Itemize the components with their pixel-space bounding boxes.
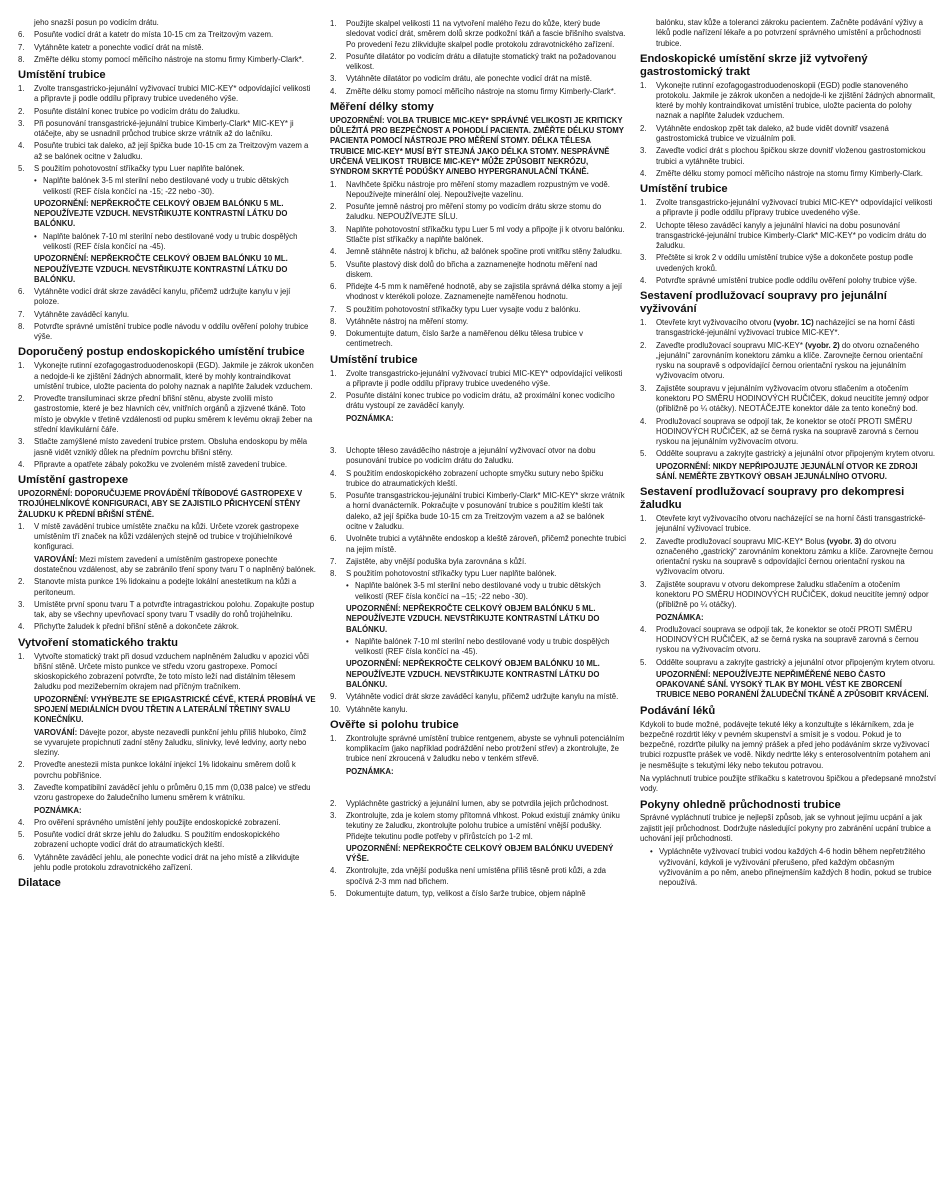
list-item [330,705,626,715]
item-number: 7. [329,304,337,314]
item-number: 3. [18,599,25,609]
list-item [640,417,936,448]
section-heading: Vytvoření stomatického traktu [18,636,178,649]
list-item [330,811,626,842]
item-text: Proveďte transiluminaci skrze přední břišní stěnu, abyste zvolili místo gastrostomie, které je bez hlavních cév, vnitřních orgánů a zjizvené tkáně. Toto místo je obvykle v třetině vzdálenosti od pupku směrem k levému okraji žeber na střední klavikulární čáře. [34,394,313,435]
list-item [18,577,316,598]
item-text: S použitím pohotovostní stříkačky typu Luer naplňte balónek. [345,569,557,579]
item-number: 5. [329,259,337,269]
warning-label: VAROVÁNÍ: [34,554,78,564]
item-text: Umístěte první sponu tvaru T a potvrďte intragastrickou polohu. Zopakujte postup tak, aby se všechny upevňovací spony tvaru T vsadily do rohů trojúhelniku. [34,599,315,620]
item-text: Přichyťte žaludek k přední břišní stěně a dokončete zákrok. [34,622,239,632]
list-item [18,30,316,40]
item-number: 2. [18,106,25,116]
bullet-text: Naplňte balónek 7-10 ml sterilní nebo destilované vody u trubic dospělých velikostí (REF čísla končící na -45). [43,231,298,251]
list-item [330,469,626,490]
item-text: Vykonejte rutinní ezofagogastroduodenoskopii (EGD) podle stanoveného protokolu. Jakmile je zákrok ukončen a nedojde-li ke zjištění žádných abnormalit, které by mohly kontraindikovat umístění trubice, uložte pacienta do polohy naznak a naplňte žaludek vzduchem. [655,80,936,121]
item-number: 1. [329,733,337,743]
text-run: Otevřete kryt vyživovacího otvoru [655,318,774,327]
list-item [640,253,936,274]
item-number: 3. [18,118,25,128]
item-text: Dokumentujte datum, typ, velikost a číslo šarže trubice, objem náplně [345,889,586,899]
item-text: Připravte a opatřete zábaly pokožku ve zvoleném místě zavedení trubice. [34,459,288,469]
list-item [640,146,936,167]
item-number: 4. [18,141,25,151]
bullet-icon: • [649,847,653,857]
list-item [330,734,626,765]
list-item [330,866,626,887]
warning-label: VAROVÁNÍ: [34,727,78,737]
bullet-text: Naplňte balónek 7-10 ml sterilní nebo destilované vody u trubic dospělých velikostí (REF čísla končící na -45). [354,636,610,657]
list-item [18,119,316,140]
item-text: Zajistěte, aby vnější poduška byla zarovnána s kůží. [345,556,527,566]
list-item [18,394,316,435]
item-text: Přidejte 4-5 mm k naměřené hodnotě, aby se zajistila správná délka stomy a její vhodnost v kterékoli poloze. Zaznamenejte naměřenou hodnotu. [345,282,623,302]
list-item [330,282,626,303]
item-number: 5. [329,491,337,501]
list-item [18,600,316,621]
text-run: Zaveďte prodlužovací soupravu MIC-KEY* Bolus [655,536,827,546]
item-number: 2. [329,202,337,212]
item-text: Jemně stáhněte nástroj k břichu, až balónek spočine proti vnitřku stěny žaludku. [345,247,623,257]
list-item [18,287,316,308]
text-run: do otvoru označeného „gastrický“ zarovnáním konektoru zámku a klíče. Zarovnejte černou orientační rysku na soupravě s odpovídající černou orientační ryskou na vyživovacím otvoru. [655,536,933,577]
list-item [18,853,316,874]
item-number: 3. [18,782,25,792]
list-item [640,537,936,578]
list-item [18,84,316,105]
item-text: Vytáhněte dilatátor po vodicím drátu, ale ponechte vodicí drát na místě. [345,74,592,84]
item-text: Vykonejte rutinní ezofagogastroduodenoskopii (EGD). Jakmile je zákrok ukončen a nedojde-li ke zjištění žádných abnormalit, které by mohly kontraindikovat umístění trubice, uložte pacienta do polohy naznak a naplňte žaludek vzduchem. [34,361,314,391]
text-run: do otvoru označeného „jejunální“ zarovnáním konektoru zámku a klíče. Zarovnejte černou orientační rysku na soupravě s odpovídající černou orientační ryskou na jejunálním vyživovacím otvoru. [655,340,923,381]
note-label: POZNÁMKA: [34,805,82,815]
list-item [640,341,936,382]
list-item [330,534,626,555]
item-number: 6. [18,30,25,40]
item-text: Zvolte transgastricko-jejunální vyživovací trubici MIC-KEY* odpovídající velikosti a připravte ji podle oddílu přípravy trubice uvedeného výše. [34,84,311,104]
list-item [330,225,626,246]
item-number: 6. [329,282,337,292]
section-heading: Ověřte si polohu trubice [329,718,459,731]
list-item [18,43,316,53]
list-item [330,247,626,257]
item-text: Oddělte soupravu a zakryjte gastrický a jejunální otvor připojeným krytem otvoru. [655,657,936,667]
list-item [330,260,626,281]
note-label: POZNÁMKA: [345,413,394,423]
item-number: 7. [18,42,25,52]
item-text: Posuňte trubici tak daleko, až její špička bude 10-15 cm za Treitzovým vazem a až se balónek ocitne v žaludku. [34,141,309,161]
item-number: 1. [18,361,25,371]
item-number: 5. [18,163,25,173]
item-number: 4. [639,416,647,426]
section-heading: Endoskopické umístění skrze již vytvořený gastrostomický trakt [639,52,868,78]
item-number: 1. [639,80,647,90]
item-number: 4. [329,468,337,478]
paragraph: Na vypláchnutí trubice použijte stříkačku s katetrovou špičkou a předepsané množství vody. [639,774,936,794]
column-3 [640,18,936,1194]
paragraph: balónku, stav kůže a toleranci zákroku pacientem. Začněte podávání výživy a léků podle nařízení lékaře a po potvrzení správného umístění a průchodnosti trubice. [655,18,923,48]
item-text: Použijte skalpel velikosti 11 na vytvoření malého řezu do kůže, který bude sledovat vodicí drát, směrem dolů skrze podkožní tkáň a fascie břišního svalstva. Po provedení řezu zlikvidujte skalpel podle protokolu zdravotnického zařízení. [345,19,626,49]
item-text: Posuňte distální konec trubice po vodicím drátu, až proximální konec vodicího drátu vystoupí ze zaváděcí kanyly. [345,391,615,411]
bullet-item [346,581,626,602]
item-text: Uchopte těleso zaváděcí kanyly a jejunální hlavici na dobu posunování transgastrické-jejunální trubice Kimberly-Clark* MIC-KEY* po vodicím drátu do žaludku. [655,220,927,251]
item-text: Vytáhněte kanylu. [345,704,408,714]
figure-ref: (vyobr. 1C) [773,318,814,327]
section-heading: Pokyny ohledně průchodnosti trubice [639,798,841,811]
list-item [640,514,936,535]
list-item [330,557,626,567]
item-text: Vytáhněte nástroj na měření stomy. [345,316,469,326]
item-number: 2. [639,340,647,350]
list-item [330,180,626,201]
item-text: Vytáhněte vodicí drát skrze zaváděcí kanylu, přičemž udržujte kanylu na místě. [345,692,619,702]
item-number: 1. [639,318,647,327]
item-number: 2. [639,536,647,546]
list-item [330,305,626,315]
note-label: POZNÁMKA: [655,612,704,622]
item-number: 3. [639,383,647,393]
item-number: 2. [639,123,647,133]
list-item [640,625,936,656]
bullet-text: Naplňte balónek 3-5 ml sterilní nebo destilované vody u trubic dětských velikostí (REF čísla končící na –15; -22 nebo -30). [354,581,601,601]
item-number: 4. [329,86,337,96]
list-item [330,446,626,467]
item-text: Vytáhněte zaváděcí jehlu, ale ponechte vodicí drát na jeho místě a zlikvidujte jehlu podle protokolu zdravotnického zařízení. [34,852,300,872]
item-text: Prodlužovací souprava se odpojí tak, že konektor se otočí PROTI SMĚRU HODINOVÝCH RUČIČEK, až se černá ryska na soupravě zarovná s černou ryskou na jejunálním vyživovacím otvoru. [655,416,919,447]
item-number: 2. [329,51,337,61]
item-number: 6. [18,287,25,297]
item-text: Stlačte zamýšlené místo zavedení trubice prstem. Obsluha endoskopu by měla jasně vidět vzniklý důlek na předním povrchu břišní stěny. [34,437,308,457]
item-number: 8. [329,316,337,326]
figure-ref: (vyobr. 2) [805,340,840,350]
item-number: 3. [639,579,647,589]
item-number: 5. [18,830,25,840]
list-item [640,318,936,339]
list-item [330,569,626,579]
item-number: 5. [639,657,647,667]
item-number: 2. [18,394,25,404]
list-item [330,19,626,50]
list-item [18,818,316,828]
list-item [330,87,626,97]
item-number: 1. [639,198,647,207]
list-item [18,460,316,470]
list-item [18,361,316,392]
item-text: Vytáhněte katetr a ponechte vodicí drát na místě. [34,42,204,52]
item-text: Dokumentujte datum, číslo šarže a naměřenou délku tělesa trubice v centimetrech. [345,329,584,349]
item-text: Vypláchněte gastrický a jejunální lumen, aby se potvrdila jejich průchodnost. [345,798,609,808]
item-number: 9. [329,329,337,339]
item-number: 2. [639,220,647,230]
text-run: nacházející se na horní části transgastrické-jejunální vyživovací trubice MIC-KEY*. [655,318,915,338]
item-text: Zaveďte kompatibilní zaváděcí jehlu o průměru 0,15 mm (0,038 palce) ve středu vzoru gastropexe do žaludečního lumenu směrem k vrátníku. [34,782,311,803]
list-item [330,391,626,412]
list-item [330,799,626,809]
warning-text: UPOZORNĚNÍ: NEPŘEKROČTE CELKOVÝ OBJEM BALÓNKU 10 ML. NEPOUŽÍVEJTE VZDUCH. NEVSTŘIKUJTE KONTRASTNÍ LÁTKU DO BALÓNKU. [34,254,288,284]
item-text: Zvolte transgastricko-jejunální vyživovací trubici MIC-KEY* odpovídající velikosti a připravte ji podle oddílu přípravy trubice uvedeného výše. [655,198,933,218]
item-number: 7. [329,556,337,566]
list-item [640,449,936,459]
item-text: Stanovte místa punkce 1% lidokainu a podejte lokální anestetikum na kůži a peritoneum. [34,577,297,597]
item-text: Posuňte vodicí drát a katetr do místa 10-15 cm za Treitzovým vazem. [34,30,274,40]
item-number: 9. [329,692,337,702]
item-number: 4. [639,275,647,285]
item-text: Navlhčete špičku nástroje pro měření stomy mazadlem rozpustným ve vodě. Nepoužívejte minerální olej. Nepoužívejte vazelínu. [345,179,610,199]
section-heading: Umístění trubice [639,183,728,196]
item-text: S použitím pohotovostní stříkačky typu Luer vysajte vodu z balónku. [345,304,581,314]
item-text: Vytvořte stomatický trakt při dosud vzduchem naplněném žaludku v apozici vůči břišní stěně. Určete místo punkce ve středu vzoru gastropexe. Pomocí skioskopického zobrazení potvrďte, že toto místo leží nad distálním tělesem žaludku pod mezižeberním okrajem nad příčným tračníkem. [34,651,309,692]
item-text: Posuňte jemně nástroj pro měření stomy po vodicím drátu skrze stomu do žaludku. NEPOUŽÍVEJTE SÍLU. [345,202,602,222]
paragraph: Kdykoli to bude možné, podávejte tekuté léky a konzultujte s lékárníkem, zda je bezpečné rozdrtit léky v pevném skupenství a smísit je s vodou. Pokud je to bezpečné, rozdrťte pilulky na jemný prášek a před jeho podáváním skrze vyživovací trubici rozpusťte prášek ve vodě. Nikdy nedrtte léky s enterosolventním potahem ani je nesměšujte s tekutými léky nebo tekutou potravou. [639,719,931,770]
item-number: 7. [18,309,25,319]
item-text: Zkontrolujte správné umístění trubice rentgenem, abyste se vyhnuli potenciálním komplikacím (jako například podráždění nebo protržení střev) a zkontrolujte, že trubice není zkroucená v žaludku nebo v tenkém střevě. [345,733,625,764]
item-number: 4. [639,168,647,178]
item-text: Vytáhněte endoskop zpět tak daleko, až bude vidět dovnitř vsazená gastrostomická trubice ve vizuálním poli. [655,123,889,143]
item-number: 3. [329,811,337,821]
figure-ref: (vyobr. 3) [826,536,862,546]
list-item [640,124,936,145]
section-heading: Umístění trubice [329,353,418,366]
item-text: Posuňte vodicí drát skrze jehlu do žaludku. S použitím endoskopického zobrazení uchopte vodicí drát do atraumatických kleští. [34,830,280,850]
item-number: 8. [18,321,25,331]
list-item [640,384,936,415]
item-number: 1. [329,368,337,378]
item-text: Potvrďte správné umístění trubice podle návodu v oddílu ověření polohy trubice výše. [34,321,309,342]
item-text: Naplňte pohotovostní stříkačku typu Luer 5 ml vody a připojte ji k otvoru balónku. Stlačte píst stříkačky a naplňte balónek. [345,224,625,244]
item-text: Vsuňte plastový disk dolů do břicha a zaznamenejte hodnotu měření nad diskem. [345,259,598,279]
item-text: Vytáhněte vodicí drát skrze zaváděcí kanylu, přičemž udržujte kanylu v její poloze. [34,287,291,307]
item-text: Pro ověření správného umístění jehly použijte endoskopické zobrazení. [34,817,281,827]
list-item [640,198,936,219]
section-heading: Umístění gastropexe [18,474,129,487]
list-item [18,164,316,174]
list-item [18,322,316,343]
bullet-icon: • [345,581,349,591]
bullet-icon: • [34,231,37,241]
item-number: 4. [18,817,25,827]
list-item [640,580,936,611]
item-text [656,318,936,339]
warning-text: UPOZORNĚNÍ: NEPŘEKROČTE CELKOVÝ OBJEM BALÓNKU UVEDENÝ VÝŠE. [345,843,614,864]
item-text [656,341,936,382]
warning-text: UPOZORNĚNÍ: NIKDY NEPŘIPOJUJTE JEJUNÁLNÍ OTVOR KE ZDROJI SÁNÍ. NEMĚŘTE ZBYTKOVÝ OBSAH JEJUNÁLNÍHO OTVORU. [655,461,918,481]
list-item [640,658,936,668]
list-item [330,329,626,350]
list-item [18,622,316,632]
item-number: 2. [329,798,337,808]
item-number: 4. [329,866,337,876]
item-number: 1. [329,179,337,189]
list-item [330,889,626,899]
warning-text: UPOZORNĚNÍ: NEPŘEKROČTE CELKOVÝ OBJEM BALÓNKU 10 ML. NEPOUŽÍVEJTE VZDUCH. NEVSTŘIKUJTE KONTRASTNÍ LÁTKU DO BALÓNKU. [345,659,600,689]
item-text: Vytáhněte zaváděcí kanylu. [34,309,130,319]
section-heading: Doporučený postup endoskopického umístění trubice [18,346,305,359]
list-item [330,202,626,223]
list-item [18,310,316,320]
item-text: S použitím endoskopického zobrazení uchopte smyčku sutury nebo špičku trubice do atraumatických kleští. [345,468,604,488]
list-item [640,81,936,122]
item-number: 2. [329,391,337,401]
item-number: 3. [639,146,647,156]
section-heading: Podávání léků [639,704,716,717]
list-item [18,652,316,693]
list-item [330,317,626,327]
item-text: Prodlužovací souprava se odpojí tak, že konektor se otočí PROTI SMĚRU HODINOVÝCH RUČIČEK, až se černá ryska na soupravě zarovná s černou ryskou na vyživovacím otvoru. [655,624,919,655]
list-item [18,437,316,458]
bullet-item [34,176,316,197]
item-number: 10. [329,704,341,714]
column-1 [18,18,316,1194]
item-text: Při posunování transgastrické-jejunální trubice Kimberly-Clark* MIC-KEY* ji otáčejte, aby se usnadnil průchod trubice skrze vrátník až do lačníku. [34,118,294,139]
item-number: 2. [18,760,25,770]
item-number: 4. [639,624,647,634]
item-number: 1. [18,651,25,661]
warning-text: UPOZORNĚNÍ: VOLBA TRUBICE MIC-KEY* SPRÁVNÉ VELIKOSTI JE KRITICKY DŮLEŽITÁ PRO BEZPEČNOST A POHODLÍ PACIENTA. ZMĚŘTE DÉLKU STOMY PACIENTA POMOCÍ NÁSTROJE PRO MĚŘENÍ STOMY. DÉLKA TĚLESA TRUBICE MIC-KEY* MUSÍ BÝT STEJNÁ JAKO DÉLKA STOMY. NESPRÁVNĚ URČENÁ VELIKOST TRUBICE MIC-KEY* MŮŽE ZPŮSOBIT NEKRÓZU, SYNDROM SKRYTÉ PODÚŠKY A/NEBO HYPERGRANULAČNÍ TKÁNĚ. [329,115,624,177]
note-label: POZNÁMKA: [345,766,394,776]
bullet-icon: • [34,176,37,186]
item-text: Posuňte dilatátor po vodicím drátu a dilatujte stomatický trakt na požadovanou velikost. [345,51,616,72]
section-heading: Sestavení prodlužovací soupravy pro dekompresi žaludku [639,486,905,512]
item-text: Změřte délku stomy pomocí měřicího nástroje na stomu firmy Kimberly-Clark*. [345,86,616,96]
item-text: Zajistěte soupravu v jejunálním vyživovacím otvoru stlačením a otočením konektoru PO SMĚRU HODINOVÝCH RUČIČEK, dokud neucitíte jemný odpor (přibližně po ¼ otáčky). NEOTÁČEJTE konektor dále za tento konečný bod. [655,383,929,414]
item-number: 6. [18,852,25,862]
warning-text: Dávejte pozor, abyste nezavedli punkční jehlu příliš hluboko, čímž se vyvarujete propichnutí zadní stěny žaludku, slinivky, levé ledviny, aorty nebo sleziny. [34,727,307,758]
list-item [640,169,936,179]
warning-paragraph [18,555,316,576]
section-heading: Dilatace [18,877,61,890]
list-item [18,107,316,117]
item-text: Zkontrolujte, zda je kolem stomy přítomná vlhkost. Pokud existují známky úniku tekutiny ze žaludku, zkontrolujte polohu trubice a umístění vnější podušky. Přidejte tekutinu podle potřeby v přírůstcích po 1-2 ml. [345,811,620,841]
item-text: Zvolte transgastricko-jejunální vyživovací trubici MIC-KEY* odpovídající velikosti a připravte ji podle oddílu přípravy trubice uvedeného výše. [345,368,623,388]
bullet-icon: • [345,636,349,646]
section-heading: Sestavení prodlužovací soupravy pro jejunální vyživování [639,290,887,316]
sub-block [18,176,316,285]
item-number: 3. [639,253,647,263]
bullet-item [34,232,316,253]
list-item [640,276,936,286]
item-text: Posuňte transgastrickou-jejunální trubici Kimberly-Clark* MIC-KEY* skrze vrátník a horní dvanácterník. Pokračujte v posunování trubice s použitím kleští tak daleko, až její špička bude 10-15 cm za Treitzovým vazem a až se balónek ocitne v žaludku. [345,491,625,531]
text-run: Zaveďte prodlužovací soupravu MIC-KEY* [655,340,806,350]
item-number: 8. [329,569,337,579]
list-item [330,74,626,84]
list-item [18,522,316,553]
list-item [330,369,626,390]
bullet-item [640,847,936,888]
item-text: Proveďte anestezii místa punkce lokální injekcí 1% lidokainu směrem dolů k povrchu pobřišnice. [34,760,296,780]
item-number: 1. [639,513,647,523]
section-heading: Umístění trubice [18,69,106,82]
item-number: 8. [18,54,25,64]
item-number: 1. [18,84,25,93]
item-number: 4. [18,622,25,632]
item-text: Potvrďte správné umístění trubice podle oddílu ověření polohy trubice výše. [655,275,917,285]
list-item [330,692,626,702]
bullet-text: Naplňte balónek 3-5 ml sterilní nebo destilované vody u trubic dětských velikostí (REF čísla končící na -15; -22 nebo -30). [43,176,289,196]
list [18,30,316,65]
item-number: 5. [329,889,337,899]
item-text: Zajistěte soupravu v otvoru dekomprese žaludku stlačením a otočením konektoru PO SMĚRU HODINOVÝCH RUČIČEK, dokud neucitíte jemný odpor (přibližně po ¼ otáčky). [655,579,929,610]
bullet-item [346,637,626,658]
item-number: 2. [18,577,25,587]
paragraph: jeho snazší posun po vodicím drátu. [34,18,159,27]
warning-text: UPOZORNĚNÍ: NEPOUŽÍVEJTE NEPŘIMĚŘENÉ NEBO ČASTO OPAKOVANÉ SÁNÍ. VYSOKÝ TLAK BY MOHL VÉST KE ZBORCENÍ TRUBICE NEBO PORANĚNÍ ŽALUDEČNÍ TKÁNĚ A ZPŮSOBIT KRVÁCENÍ. [655,669,929,700]
item-text: Oddělte soupravu a zakryjte gastrický a jejunální otvor připojeným krytem otvoru. [655,449,936,459]
item-number: 4. [18,459,25,469]
item-number: 1. [329,19,337,28]
warning-text: UPOZORNĚNÍ: NEPŘEKROČTE CELKOVÝ OBJEM BALÓNKU 5 ML. NEPOUŽÍVEJTE VZDUCH. NEVSTŘIKUJTE KONTRASTNÍ LÁTKU DO BALÓNKU. [345,603,600,634]
warning-text: UPOZORNĚNÍ: VYHÝBEJTE SE EPIGASTRICKÉ CÉVĚ, KTERÁ PROBÍHÁ VE SPOJENÍ MEDIÁLNÍCH DVOU TŘETIN A LATERÁLNÍ TŘETINY SVALU KONEČNÍKU. [34,694,316,725]
bullet-text: Vypláchněte vyživovací trubici vodou každých 4-6 hodin během nepřetržitého vyživování, kdykoli je vyživování přerušeno, před každým občasným vyživováním a po něm, anebo přinejmenším každých 8 hodin, pokud se trubice nepoužívá. [658,847,932,888]
warning-paragraph [18,728,316,759]
list-item [640,221,936,252]
item-number: 3. [329,74,337,84]
item-text: Otevřete kryt vyživovacího otvoru nacházející se na horní části transgastrické-jejunální vyživovací trubice. [655,513,926,534]
item-text: Zkontrolujte, zda vnější poduška není umístěna příliš těsně proti kůži, a zda spočívá 2-3 mm nad břichem. [345,866,607,886]
list-item [330,491,626,532]
sub-block [330,581,626,690]
paragraph: Správné vypláchnutí trubice je nejlepší způsob, jak se vyhnout jejímu ucpání a jak zajistit její průchodnost. Dodržujte následující pokyny pro zabránění ucpání trubice a uchování její průchodnosti. [639,813,931,844]
list-item [18,783,316,804]
item-number: 6. [329,534,337,544]
item-number: 3. [18,437,25,447]
item-number: 3. [329,224,337,234]
warning-text: UPOZORNĚNÍ: DOPORUČUJEME PROVÁDĚNÍ TŘÍBODOVÉ GASTROPEXE V TROJÚHELNÍKOVÉ KONFIGURACI, ABY SE ZAJISTILO PŘICHYCENÍ STĚNY ŽALUDKU K PŘEDNÍ BŘIŠNÍ STĚNĚ. [18,489,303,519]
item-text: Změřte délku stomy pomocí měřicího nástroje na stomu firmy Kimberly-Clark. [655,168,923,178]
item-text: Změřte délku stomy pomocí měřicího nástroje na stomu firmy Kimberly-Clark*. [34,54,304,64]
item-text: Uchopte těleso zaváděcího nástroje a jejunální vyživovací otvor na dobu posunování trubice po vodicím drátu do žaludku. [345,446,596,466]
list-item [18,830,316,851]
item-text: S použitím pohotovostní stříkačky typu Luer naplňte balónek. [34,163,245,173]
item-text: Uvolněte trubici a vytáhněte endoskop a kleště zároveň, přičemž ponechte trubici na jejim místě. [345,534,626,554]
column-2 [330,18,626,1194]
item-number: 4. [329,247,337,257]
item-number: 5. [639,449,647,459]
item-text [656,537,936,578]
item-number: 3. [329,446,337,456]
list-item [330,52,626,73]
list-item [18,55,316,65]
item-text: Posuňte distální konec trubice po vodicím drátu do žaludku. [34,106,240,116]
section-heading: Měření délky stomy [329,100,434,113]
list-item [18,760,316,781]
warning-text: UPOZORNĚNÍ: NEPŘEKROČTE CELKOVÝ OBJEM BALÓNKU 5 ML. NEPOUŽÍVEJTE VZDUCH. NEVSTŘIKUJTE KONTRASTNÍ LÁTKU DO BALÓNKU. [34,198,288,229]
list-item [18,141,316,162]
item-text: V místě zavádění trubice umístěte značku na kůži. Určete vzorek gastropexe umístěním tří značek na kůži vzdálených stejně od trubice v trojúhielníkové konfiguraci. [34,521,299,552]
warning-text: Mezi místem zavedení a umístěním gastropexe ponechte dostatečnou vzdálenost, aby se zabránilo tření spony tvaru T o naplněný balónek. [34,554,316,574]
item-number: 1. [18,521,25,531]
item-text: Přečtěte si krok 2 v oddílu umístění trubice výše a dokončete postup podle uvedených kroků. [655,253,913,273]
item-text: Zaveďte vodicí drát s plochou špičkou skrze dovnitř vloženou gastrostomickou trubici a vytáhněte trubici. [655,146,926,166]
